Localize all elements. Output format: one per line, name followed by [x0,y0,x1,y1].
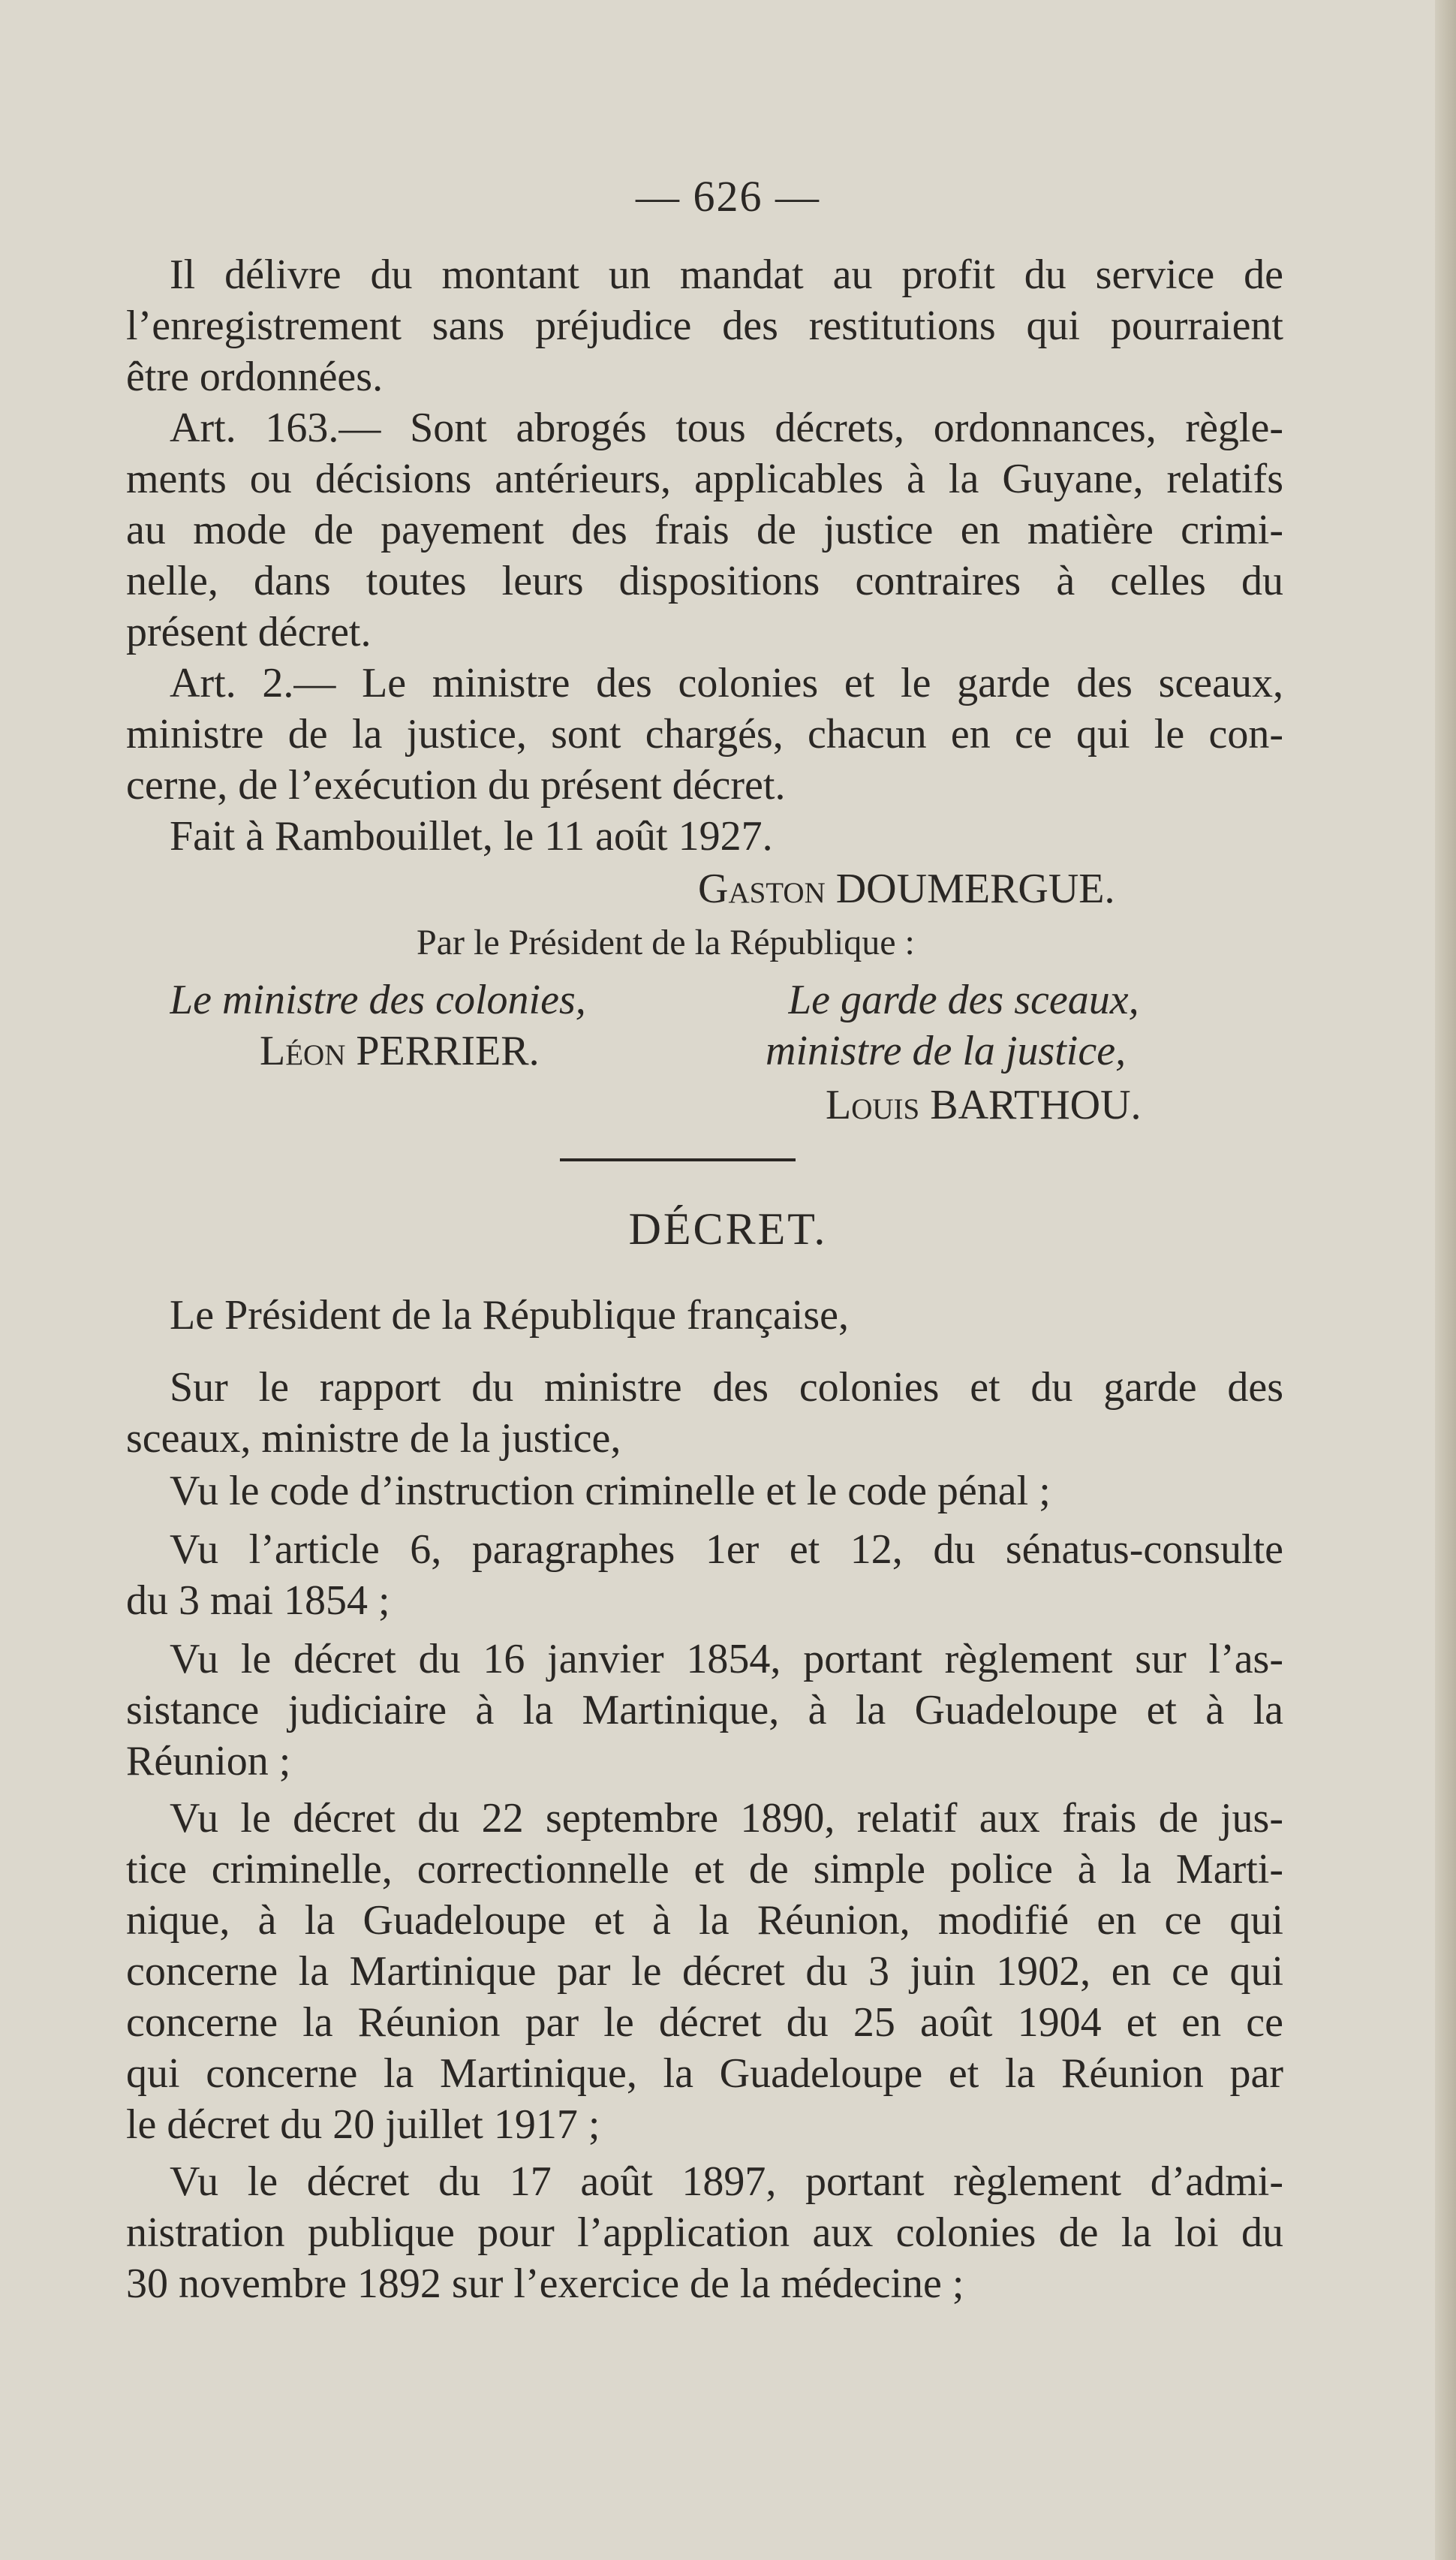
text-line: Il délivre du montant un mandat au profit du service de [170,251,1283,298]
text-line: Sur le rapport du ministre des colonies et du garde des [170,1364,1283,1411]
text-line: Fait à Rambouillet, le 11 août 1927. [170,813,773,860]
text-line: nistration publique pour l’application aux colonies de la loi du [126,2209,1283,2256]
text-line: le décret du 20 juillet 1917 ; [126,2101,600,2148]
section-divider [560,1158,796,1161]
president-signature: Gaston DOUMERGUE. [698,866,1115,912]
left-signatory-name: Léon PERRIER. [260,1028,540,1074]
text-line: Art. 2.— Le ministre des colonies et le garde des sceaux, [170,660,1283,706]
text-line: tice criminelle, correctionnelle et de simple police à la Marti- [126,1846,1283,1893]
text-line: concerne la Réunion par le décret du 25 août 1904 et en ce [126,1999,1283,2046]
decret-title: DÉCRET. [628,1204,828,1254]
text-line: l’enregistrement sans préjudice des restitutions qui pourraient [126,303,1283,349]
text-line: présent décret. [126,609,372,655]
text-line: qui concerne la Martinique, la Guadeloupe et la Réunion par [126,2050,1283,2097]
text-line: sistance judiciaire à la Martinique, à la Guadeloupe et à la [126,1687,1283,1733]
text-line: Réunion ; [126,1738,291,1784]
text-line: Vu le décret du 22 septembre 1890, relatif aux frais de jus- [170,1795,1283,1842]
text-line: Vu le décret du 16 janvier 1854, portant règlement sur l’as- [170,1636,1283,1682]
text-line: nelle, dans toutes leurs dispositions contraires à celles du [126,558,1283,604]
text-line: Vu l’article 6, paragraphes 1er et 12, du sénatus-consulte [170,1526,1283,1573]
text-line: ministre de la justice, sont chargés, chacun en ce qui le con- [126,711,1283,757]
text-line: Vu le code d’instruction criminelle et le code pénal ; [170,1468,1051,1514]
right-signatory-name: Louis BARTHOU. [826,1082,1142,1128]
right-signatory-title-1: Le garde des sceaux, [788,977,1139,1023]
text-line: nique, à la Guadeloupe et à la Réunion, modifié en ce qui [126,1897,1283,1944]
text-line: concerne la Martinique par le décret du 3 juin 1902, en ce qui [126,1948,1283,1995]
right-signatory-title-2: ministre de la justice, [766,1028,1127,1074]
text-line: Art. 163.— Sont abrogés tous décrets, ordonnances, règle- [170,405,1283,451]
text-line: Le Président de la République française, [170,1292,849,1339]
par-le-president: Par le Président de la République : [417,923,915,962]
text-line: sceaux, ministre de la justice, [126,1415,621,1462]
text-line: du 3 mai 1854 ; [126,1577,390,1624]
text-line: Vu le décret du 17 août 1897, portant règlement d’admi- [170,2158,1283,2205]
left-signatory-title: Le ministre des colonies, [170,977,586,1023]
text-line: au mode de payement des frais de justice en matière crimi- [126,507,1283,553]
page-edge [1435,0,1456,2560]
text-line: ments ou décisions antérieurs, applicables à la Guyane, relatifs [126,456,1283,502]
text-line: cerne, de l’exécution du présent décret. [126,762,786,809]
text-line: 30 novembre 1892 sur l’exercice de la médecine ; [126,2260,964,2307]
text-line: être ordonnées. [126,354,384,400]
page-number: — 626 — [636,172,820,221]
